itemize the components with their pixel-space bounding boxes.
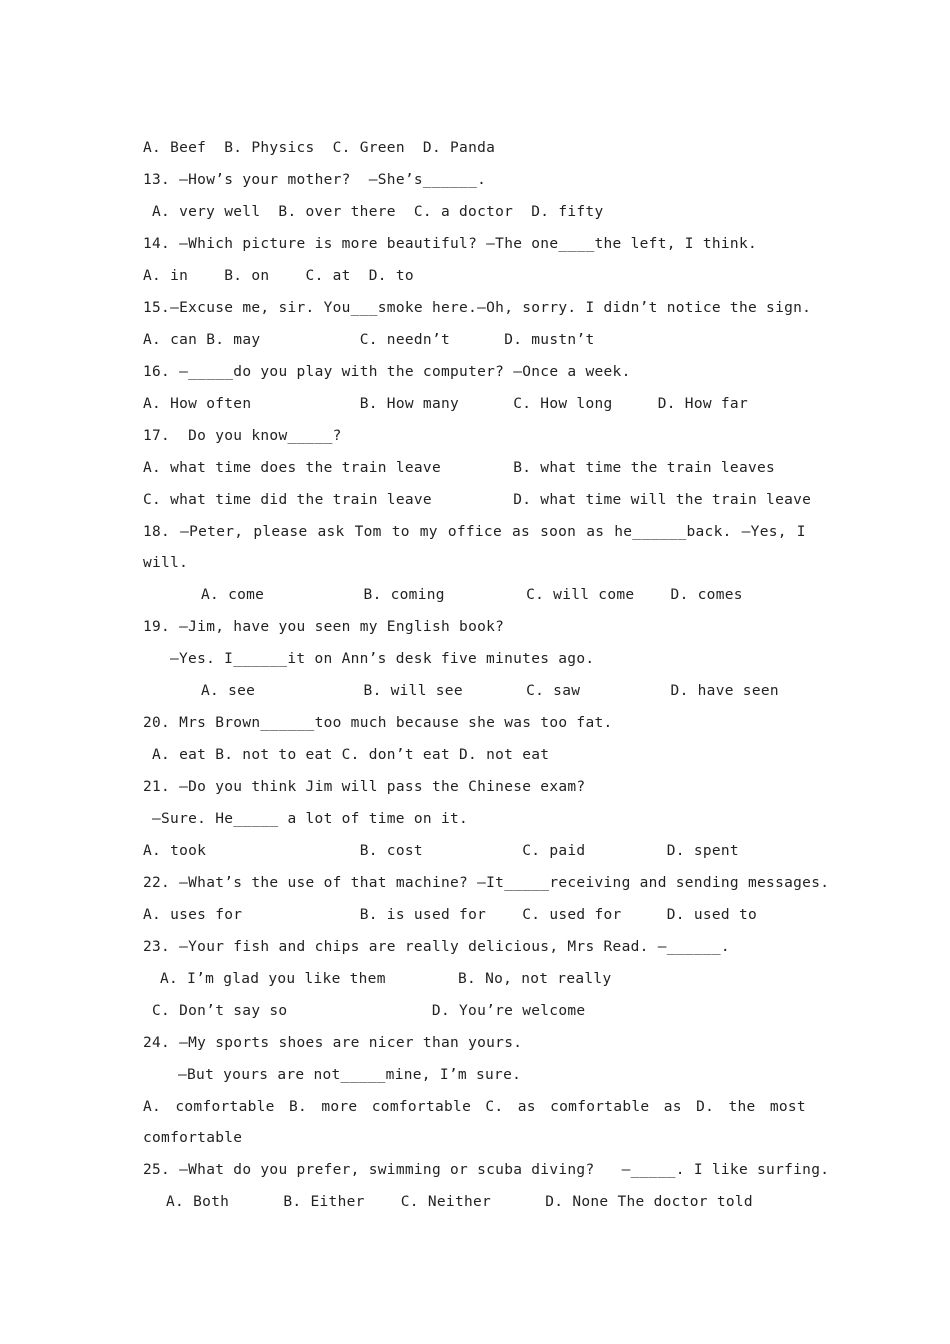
q17-question: 17. Do you know_____? [143, 428, 342, 444]
q16-options: A. How often B. How many C. How long D. How far [143, 396, 748, 412]
q17-options-ab: A. what time does the train leave B. what time the train leaves [143, 460, 776, 476]
q23-question: 23. —Your fish and chips are really delicious, Mrs Read. —______. [143, 939, 730, 955]
q18-options: A. come B. coming C. will come D. comes [201, 587, 743, 603]
q13-options: A. very well B. over there C. a doctor D. fifty [152, 204, 604, 220]
q14-options: A. in B. on C. at D. to [143, 268, 414, 284]
q24-question: 24. —My sports shoes are nicer than yours. [143, 1035, 523, 1051]
q15-options: A. can B. may C. needn’t D. mustn’t [143, 332, 595, 348]
q13-question: 13. —How’s your mother? —She’s______. [143, 172, 487, 188]
q12-options: A. Beef B. Physics C. Green D. Panda [143, 140, 496, 156]
q20-question: 20. Mrs Brown______too much because she was too fat. [143, 715, 613, 731]
q19-answer-line: —Yes. I______it on Ann’s desk five minutes ago. [170, 651, 595, 667]
q25-options: A. Both B. Either C. Neither D. None The doctor told [166, 1194, 753, 1210]
q24-options-cont: comfortable [143, 1130, 243, 1146]
q17-options-cd: C. what time did the train leave D. what time will the train leave [143, 492, 812, 508]
q25-question: 25. —What do you prefer, swimming or scuba diving? —_____. I like surfing. [143, 1162, 830, 1178]
q14-question: 14. —Which picture is more beautiful? —The one____the left, I think. [143, 236, 758, 252]
q19-options: A. see B. will see C. saw D. have seen [201, 683, 779, 699]
q15-question: 15.—Excuse me, sir. You___smoke here.—Oh, sorry. I didn’t notice the sign. [143, 300, 812, 316]
q22-options: A. uses for B. is used for C. used for D. used to [143, 907, 758, 923]
q23-options-ab: A. I’m glad you like them B. No, not really [160, 971, 612, 987]
q18-question-cont: will. [143, 555, 189, 571]
q24-options: A. comfortable B. more comfortable C. as comfortable as D. the most [143, 1099, 806, 1115]
q19-question: 19. —Jim, have you seen my English book? [143, 619, 505, 635]
q20-options: A. eat B. not to eat C. don’t eat D. not eat [152, 747, 550, 763]
q16-question: 16. —_____do you play with the computer? —Once a week. [143, 364, 631, 380]
q24-answer-line: —But yours are not_____mine, I’m sure. [178, 1067, 522, 1083]
q21-answer-line: —Sure. He_____ a lot of time on it. [152, 811, 469, 827]
q21-options: A. took B. cost C. paid D. spent [143, 843, 739, 859]
q23-options-cd: C. Don’t say so D. You’re welcome [152, 1003, 586, 1019]
q18-question: 18. —Peter, please ask Tom to my office as soon as he______back. —Yes, I [143, 524, 806, 540]
q22-question: 22. —What’s the use of that machine? —It_____receiving and sending messages. [143, 875, 830, 891]
q21-question: 21. —Do you think Jim will pass the Chinese exam? [143, 779, 586, 795]
